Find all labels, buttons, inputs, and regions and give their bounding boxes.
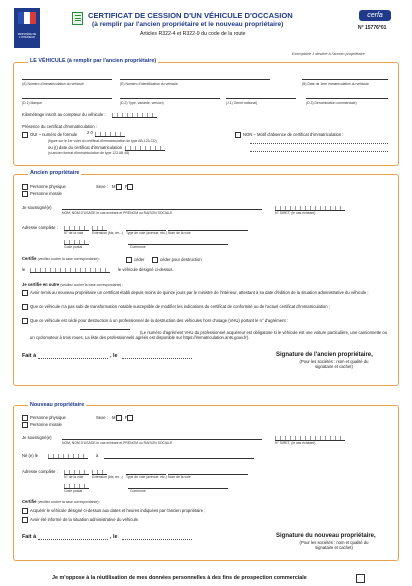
former-certifie: Certifie (veuillez cocher la case correspondante) : xyxy=(22,256,101,261)
former-morale-checkbox[interactable] xyxy=(22,191,28,197)
new-nom-voie-note: Nom de la voie xyxy=(168,475,191,479)
former-personne-physique[interactable]: Personne physique xyxy=(22,184,66,190)
new-birth-place-field[interactable] xyxy=(104,458,254,459)
commercial-name-field[interactable] xyxy=(306,98,388,99)
new-morale-checkbox[interactable] xyxy=(22,422,28,428)
opposition-checkbox[interactable] xyxy=(356,574,365,583)
ministry-logo xyxy=(14,8,40,48)
brand-field[interactable] xyxy=(22,98,112,99)
oui-note: (figure sur le 1er volet du certificat d'immatriculation de type AB-123-CD) xyxy=(48,139,157,143)
new-personne-morale[interactable]: Personne morale xyxy=(22,422,62,428)
former-ceder-option[interactable]: céder xyxy=(126,257,144,263)
type-field[interactable] xyxy=(120,98,220,99)
non-checkbox[interactable] xyxy=(235,132,241,138)
new-sexe: Sexe : M F xyxy=(96,415,135,421)
new-sexe-f-checkbox[interactable] xyxy=(127,415,133,421)
vehicle-section-title: LE VÉHICULE (à remplir par l'ancien propriétaire) xyxy=(30,58,157,64)
new-extension-note: Extension (bis, ter...) xyxy=(92,475,123,479)
flag-icon xyxy=(18,12,36,24)
first-registration-date-field[interactable] xyxy=(302,79,388,80)
former-code-postal-note: Code postal xyxy=(64,245,83,249)
registration-number-field[interactable] xyxy=(22,79,112,80)
former-adresse-label: Adresse complète : xyxy=(22,225,58,230)
former-fait-a-label: Fait à xyxy=(22,353,37,359)
non-option[interactable]: NON – Motif d'absence de certificat d'immatriculation : xyxy=(235,132,344,138)
logo-text: MINISTÈRE DE L'INTÉRIEUR xyxy=(17,33,37,39)
former-opt2-checkbox[interactable] xyxy=(22,304,28,310)
page-title: CERTIFICAT DE CESSION D'UN VÉHICULE D'OCCASION xyxy=(88,11,293,20)
former-personne-morale[interactable]: Personne morale xyxy=(22,191,62,197)
non-motif-field-2[interactable] xyxy=(250,151,388,152)
former-opt3-checkbox[interactable] xyxy=(22,318,28,324)
ou-date-field[interactable] xyxy=(125,146,165,151)
first-registration-date-label: (B) Date de 1ère immatriculation du véhicule xyxy=(302,82,369,86)
former-owner-section-title: Ancien propriétaire xyxy=(30,170,80,176)
new-num-voie-note: N° de la voie xyxy=(64,475,84,479)
document-icon xyxy=(72,12,83,25)
former-fait-le-field[interactable] xyxy=(122,358,192,359)
new-name-note: NOM, NOM D'USAGE le cas échéant et PRÉNOM ou RAISON SOCIALE xyxy=(62,441,173,445)
articles-text: Articles R322-4 et R322-9 du code de la route xyxy=(140,31,246,37)
former-agrement-field[interactable] xyxy=(80,329,130,330)
new-ne-a-label: à xyxy=(96,453,99,458)
former-le-vehicule: le véhicule désigné ci-dessus. xyxy=(118,267,174,272)
new-physique-checkbox[interactable] xyxy=(22,415,28,421)
formule-prefix: 2 0 xyxy=(87,130,93,135)
new-ne-le-label: Né (e) le xyxy=(22,453,39,458)
former-sexe-f-checkbox[interactable] xyxy=(127,184,133,190)
ou-note: (si ancien format d'immatriculation de type 123 AB 45) xyxy=(48,151,130,155)
new-opt2-checkbox[interactable] xyxy=(22,517,28,523)
new-code-postal-note: Code postal xyxy=(64,489,83,493)
former-opt2[interactable]: Que ce véhicule n'a pas subi de transformation notable susceptible de modifier les indications du certificat de conformité ou de l'actuel certificat d'immatriculation ; xyxy=(22,304,390,310)
former-extension-note: Extension (bis, ter...) xyxy=(92,231,123,235)
former-certifie-outre: Je certifie en outre (veuillez cocher la case correspondante) : xyxy=(22,282,124,287)
former-name-note: NOM, NOM D'USAGE le cas échéant et PRÉNOM ou RAISON SOCIALE xyxy=(62,211,173,215)
former-siret-note: N° SIRET, (le cas échéant) xyxy=(275,211,316,215)
type-label: (D.2) Type, variante, version) xyxy=(120,101,164,105)
vin-field[interactable] xyxy=(120,79,270,80)
former-ceder-checkbox[interactable] xyxy=(126,257,132,263)
new-owner-section-title: Nouveau propriétaire xyxy=(30,402,85,408)
former-opt3-note: (Le numéro d'agrément VHU du professionnel acquéreur est obligatoire si le véhicule est une voiture particulière, une camionnette ou un cyclomoteur à trois roues. La liste des professionnels agréés est disponible sur https://immatriculation.ants.gouv.fr). xyxy=(30,330,388,340)
oui-option[interactable]: OUI – numéro de formule xyxy=(22,132,77,138)
new-type-voie-note: Type de voie (avenue, etc.) xyxy=(126,475,167,479)
former-type-voie-note: Type de voie (avenue, etc.) xyxy=(126,231,167,235)
new-fait-a-field[interactable] xyxy=(38,539,108,540)
vin-label: (E) Numéro d'identification du véhicule xyxy=(120,82,178,86)
km-field[interactable] xyxy=(112,113,157,118)
new-opt1-checkbox[interactable] xyxy=(22,508,28,514)
former-le-label: le xyxy=(22,267,26,272)
former-name-field[interactable] xyxy=(62,209,262,210)
exemplaire-note: Exemplaire 1 destiné à l'ancien propriétaire xyxy=(292,52,365,56)
new-name-field[interactable] xyxy=(62,439,262,440)
new-fait-a-label: Fait à xyxy=(22,534,37,540)
former-destruction-option[interactable]: céder pour destruction xyxy=(152,257,202,263)
new-opt2[interactable]: Avoir été informé de la situation administrative du véhicule. xyxy=(22,517,382,523)
opposition-text: Je m'oppose à la réutilisation de mes données personnelles à des fins de prospection commerciale xyxy=(52,575,307,581)
commercial-name-label: (D.3) Dénomination commerciale) xyxy=(306,101,357,105)
former-physique-checkbox[interactable] xyxy=(22,184,28,190)
presence-label: Présence du certificat d'immatriculation : xyxy=(22,124,98,129)
former-opt1[interactable]: Avoir remis au nouveau propriétaire un certificat établi depuis moins de quinze jours par le ministre de l'intérieur, attestant à sa date d'édition de la situation administrative du véhicule ; xyxy=(22,290,390,296)
new-soussigne-label: Je soussigné(e) xyxy=(22,435,52,440)
new-personne-physique[interactable]: Personne physique xyxy=(22,415,66,421)
page-subtitle: (à remplir par l'ancien propriétaire et le nouveau propriétaire) xyxy=(92,21,284,28)
former-sexe-m-checkbox[interactable] xyxy=(116,184,122,190)
non-motif-field[interactable] xyxy=(250,143,388,144)
former-sexe: Sexe : M F xyxy=(96,184,135,190)
new-birth-date-field[interactable] xyxy=(48,454,88,459)
former-cession-date-field[interactable] xyxy=(30,268,110,273)
new-sexe-m-checkbox[interactable] xyxy=(116,415,122,421)
former-soussigne-label: Je soussigné(e) xyxy=(22,205,52,210)
new-signature-note: (Pour les sociétés : nom et qualité du signataire et cachet) xyxy=(299,540,369,550)
former-num-voie-note: N° de la voie xyxy=(64,231,84,235)
former-fait-le-label: , le xyxy=(110,353,118,359)
new-opt1[interactable]: Acquérir le véhicule désigné ci-dessus aux dates et heures indiquées par l'ancien propriétaire ; xyxy=(22,508,382,514)
former-opt1-checkbox[interactable] xyxy=(22,290,28,296)
formule-field[interactable] xyxy=(95,132,125,137)
former-opt3[interactable]: Que ce véhicule est cédé pour destruction à un professionnel de la destruction des véhicules hors d'usage (VHU) portant le n° d'agrément : xyxy=(22,318,390,324)
former-commune-note: Commune xyxy=(130,245,146,249)
km-label: Kilométrage inscrit au compteur du véhicule : xyxy=(22,112,106,117)
new-adresse-label: Adresse complète : xyxy=(22,469,58,474)
new-signature-label: Signature du nouveau propriétaire, xyxy=(276,533,376,539)
new-siret-note: N° SIRET, (le cas échéant) xyxy=(275,441,316,445)
registration-number-label: (A) Numéro d'immatriculation du véhicule xyxy=(22,82,84,86)
new-fait-le-field[interactable] xyxy=(122,539,192,540)
former-signature-label: Signature de l'ancien propriétaire, xyxy=(276,352,373,358)
genre-label: (J.1) Genre national) xyxy=(226,101,258,105)
former-destruction-checkbox[interactable] xyxy=(152,257,158,263)
ou-date-label: ou (I) date du certificat d'immatriculation xyxy=(48,145,123,150)
former-signature-note: (Pour les sociétés : nom et qualité du signataire et cachet) xyxy=(299,359,369,369)
new-certifie: Certifie (veuillez cocher la case correspondante) : xyxy=(22,499,101,504)
former-nom-voie-note: Nom de la voie xyxy=(168,231,191,235)
former-fait-a-field[interactable] xyxy=(38,358,108,359)
new-fait-le-label: , le xyxy=(110,534,118,540)
cerfa-logo: cerfa xyxy=(359,10,391,21)
genre-field[interactable] xyxy=(226,98,296,99)
brand-label: (D.1) Marque xyxy=(22,101,42,105)
new-commune-note: Commune xyxy=(130,489,146,493)
cerfa-number: N° 15776*01 xyxy=(358,25,387,31)
oui-checkbox[interactable] xyxy=(22,132,28,138)
